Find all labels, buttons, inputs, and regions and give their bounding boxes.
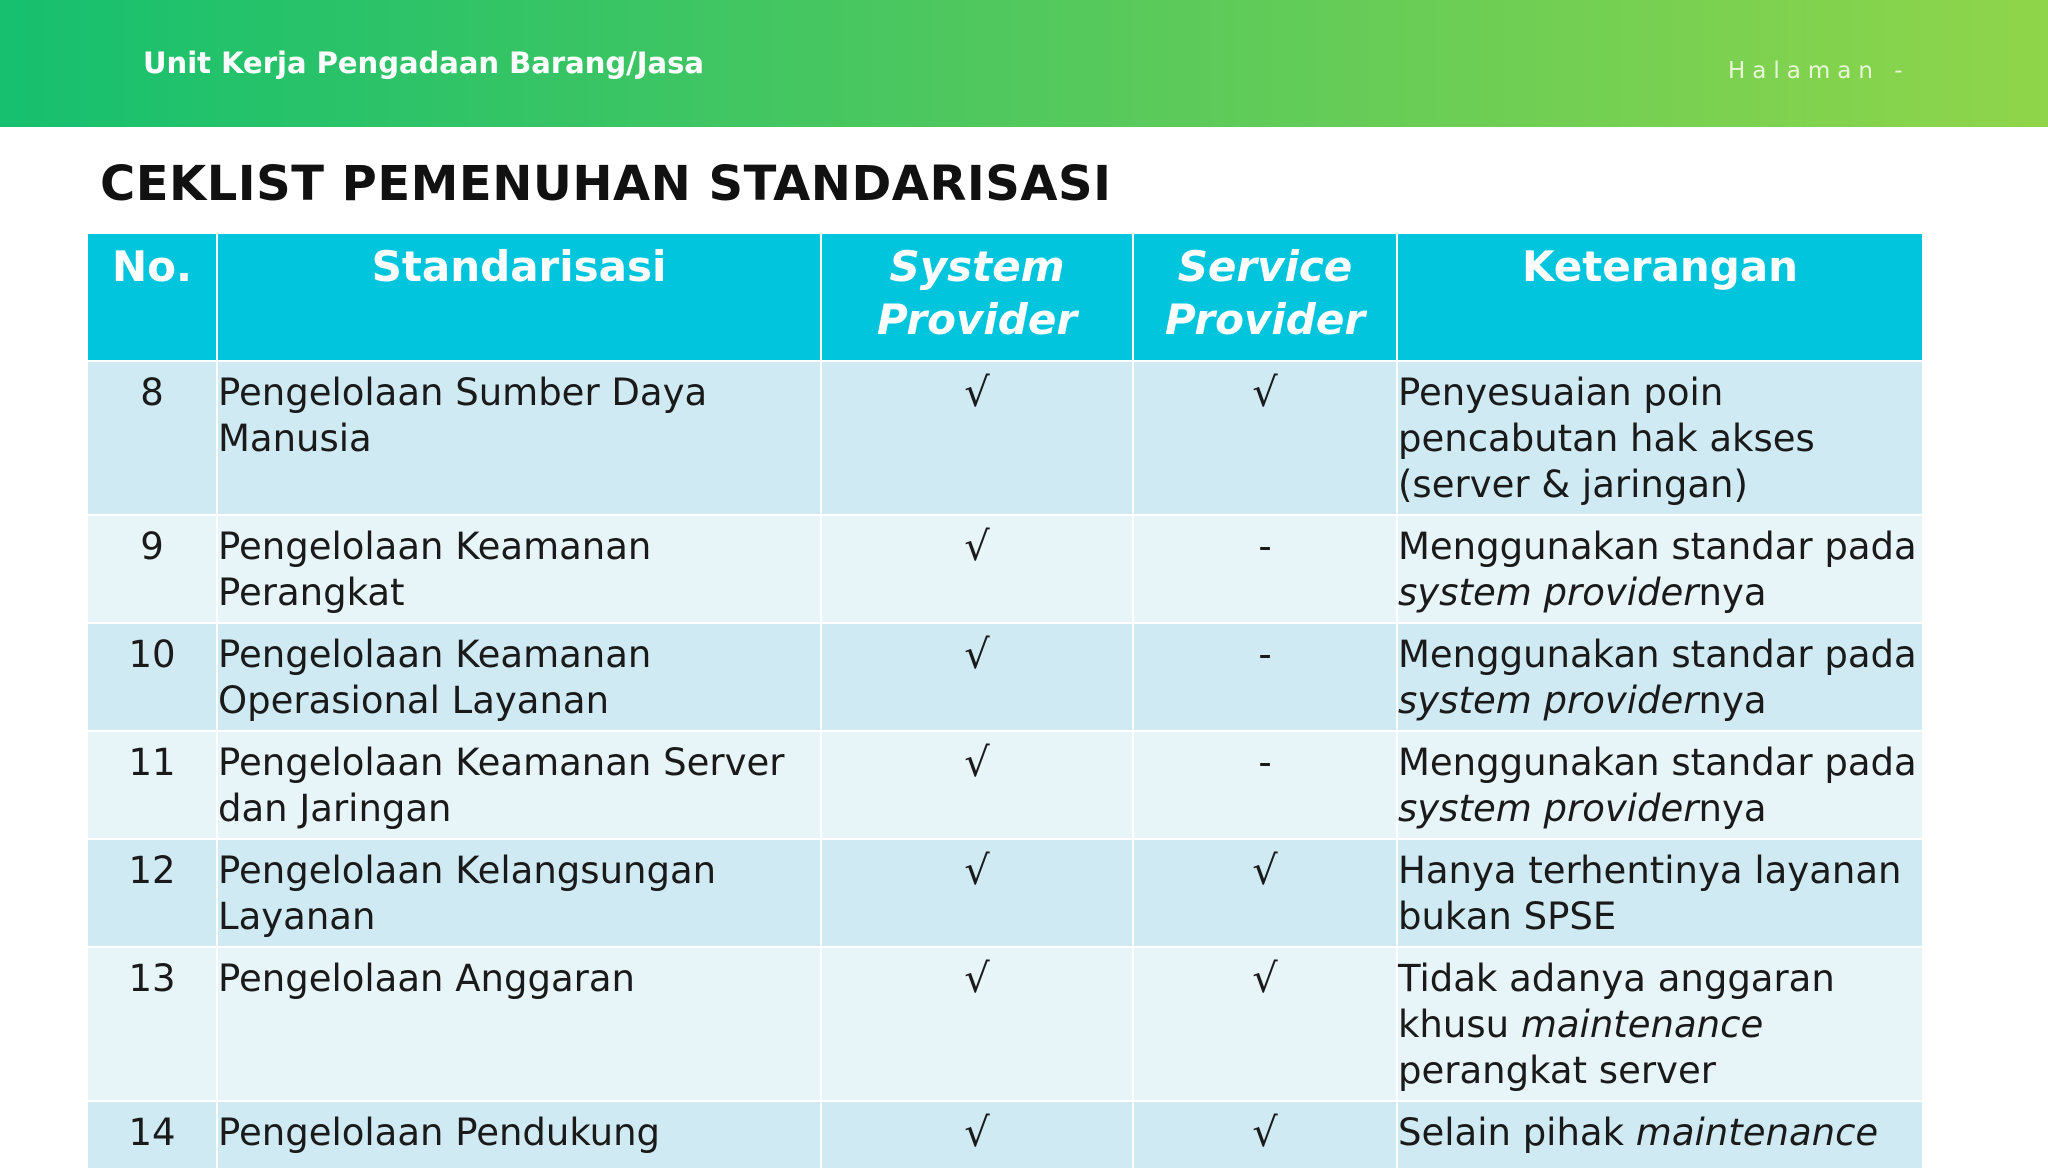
table-row	[87, 731, 1923, 839]
table-header-row	[87, 233, 1923, 361]
table-row	[87, 361, 1923, 515]
table-row	[87, 515, 1923, 623]
table-row	[87, 839, 1923, 947]
org-name: Unit Kerja Pengadaan Barang/Jasa	[143, 46, 704, 80]
service-provider-dash: -	[1258, 525, 1272, 568]
keterangan-cell	[1397, 947, 1923, 1101]
service-provider-check: √	[1252, 956, 1278, 1002]
row-number: 10	[87, 623, 217, 731]
row-number: 12	[87, 839, 217, 947]
system-provider-check: √	[964, 956, 990, 1002]
keterangan-cell	[1397, 839, 1923, 947]
system-provider-check: √	[964, 370, 990, 416]
service-provider-dash: -	[1258, 633, 1272, 676]
standard-name: Pengelolaan Kelangsungan Layanan	[217, 839, 821, 947]
row-number: 14	[87, 1101, 217, 1169]
table-row	[87, 947, 1923, 1101]
row-number: 13	[87, 947, 217, 1101]
service-provider-check: √	[1252, 1110, 1278, 1156]
row-number: 8	[87, 361, 217, 515]
keterangan-cell	[1397, 1101, 1923, 1169]
col-header-system-provider: System Provider	[821, 233, 1133, 361]
keterangan-cell	[1397, 515, 1923, 623]
system-provider-check: √	[964, 740, 990, 786]
keterangan-italic-text: system provider	[1398, 679, 1699, 722]
keterangan-text: perangkat server	[1398, 1049, 1716, 1092]
standard-name: Pengelolaan Anggaran	[217, 947, 821, 1101]
service-provider-check: √	[1252, 848, 1278, 894]
keterangan-text: nya	[1698, 787, 1767, 830]
keterangan-text: nya	[1698, 571, 1767, 614]
table-row	[87, 623, 1923, 731]
service-provider-check: √	[1252, 370, 1278, 416]
system-provider-check: √	[964, 1110, 990, 1156]
keterangan-cell	[1397, 361, 1923, 515]
row-number: 9	[87, 515, 217, 623]
checklist-table	[86, 232, 1924, 1170]
keterangan-italic-text: system provider	[1398, 571, 1699, 614]
col-header-no: No.	[87, 233, 217, 361]
keterangan-text: Menggunakan standar pada	[1398, 525, 1917, 568]
keterangan-text: nya	[1698, 679, 1767, 722]
keterangan-text: Menggunakan standar pada	[1398, 633, 1917, 676]
keterangan-text: Menggunakan standar pada	[1398, 741, 1917, 784]
table-row	[87, 1101, 1923, 1169]
page-label: Halaman -	[1728, 58, 1910, 84]
system-provider-check: √	[964, 848, 990, 894]
col-header-keterangan: Keterangan	[1397, 233, 1923, 361]
standard-name: Pengelolaan Keamanan Perangkat	[217, 515, 821, 623]
header-bar	[0, 0, 2048, 127]
keterangan-cell	[1397, 623, 1923, 731]
keterangan-text: Selain pihak	[1398, 1111, 1636, 1154]
system-provider-check: √	[964, 524, 990, 570]
keterangan-text: Tidak adanya anggaran khusu	[1398, 957, 1835, 1046]
standard-name: Pengelolaan Keamanan Server dan Jaringan	[217, 731, 821, 839]
slide-title: CEKLIST PEMENUHAN STANDARISASI	[100, 156, 1112, 212]
standard-name: Pengelolaan Keamanan Operasional Layanan	[217, 623, 821, 731]
col-header-service-provider: Service Provider	[1133, 233, 1397, 361]
standard-name: Pengelolaan Pendukung	[217, 1101, 821, 1169]
table-body	[87, 361, 1923, 1169]
keterangan-text: Hanya terhentinya layanan bukan SPSE	[1398, 849, 1902, 938]
system-provider-check: √	[964, 632, 990, 678]
keterangan-italic-text: maintenance	[1635, 1111, 1879, 1154]
col-header-standarisasi: Standarisasi	[217, 233, 821, 361]
keterangan-italic-text: maintenance	[1520, 1003, 1764, 1046]
keterangan-italic-text: system provider	[1398, 787, 1699, 830]
row-number: 11	[87, 731, 217, 839]
keterangan-text: Penyesuaian poin pencabutan hak akses (server & jaringan)	[1398, 371, 1815, 506]
service-provider-dash: -	[1258, 741, 1272, 784]
standard-name: Pengelolaan Sumber Daya Manusia	[217, 361, 821, 515]
keterangan-cell	[1397, 731, 1923, 839]
